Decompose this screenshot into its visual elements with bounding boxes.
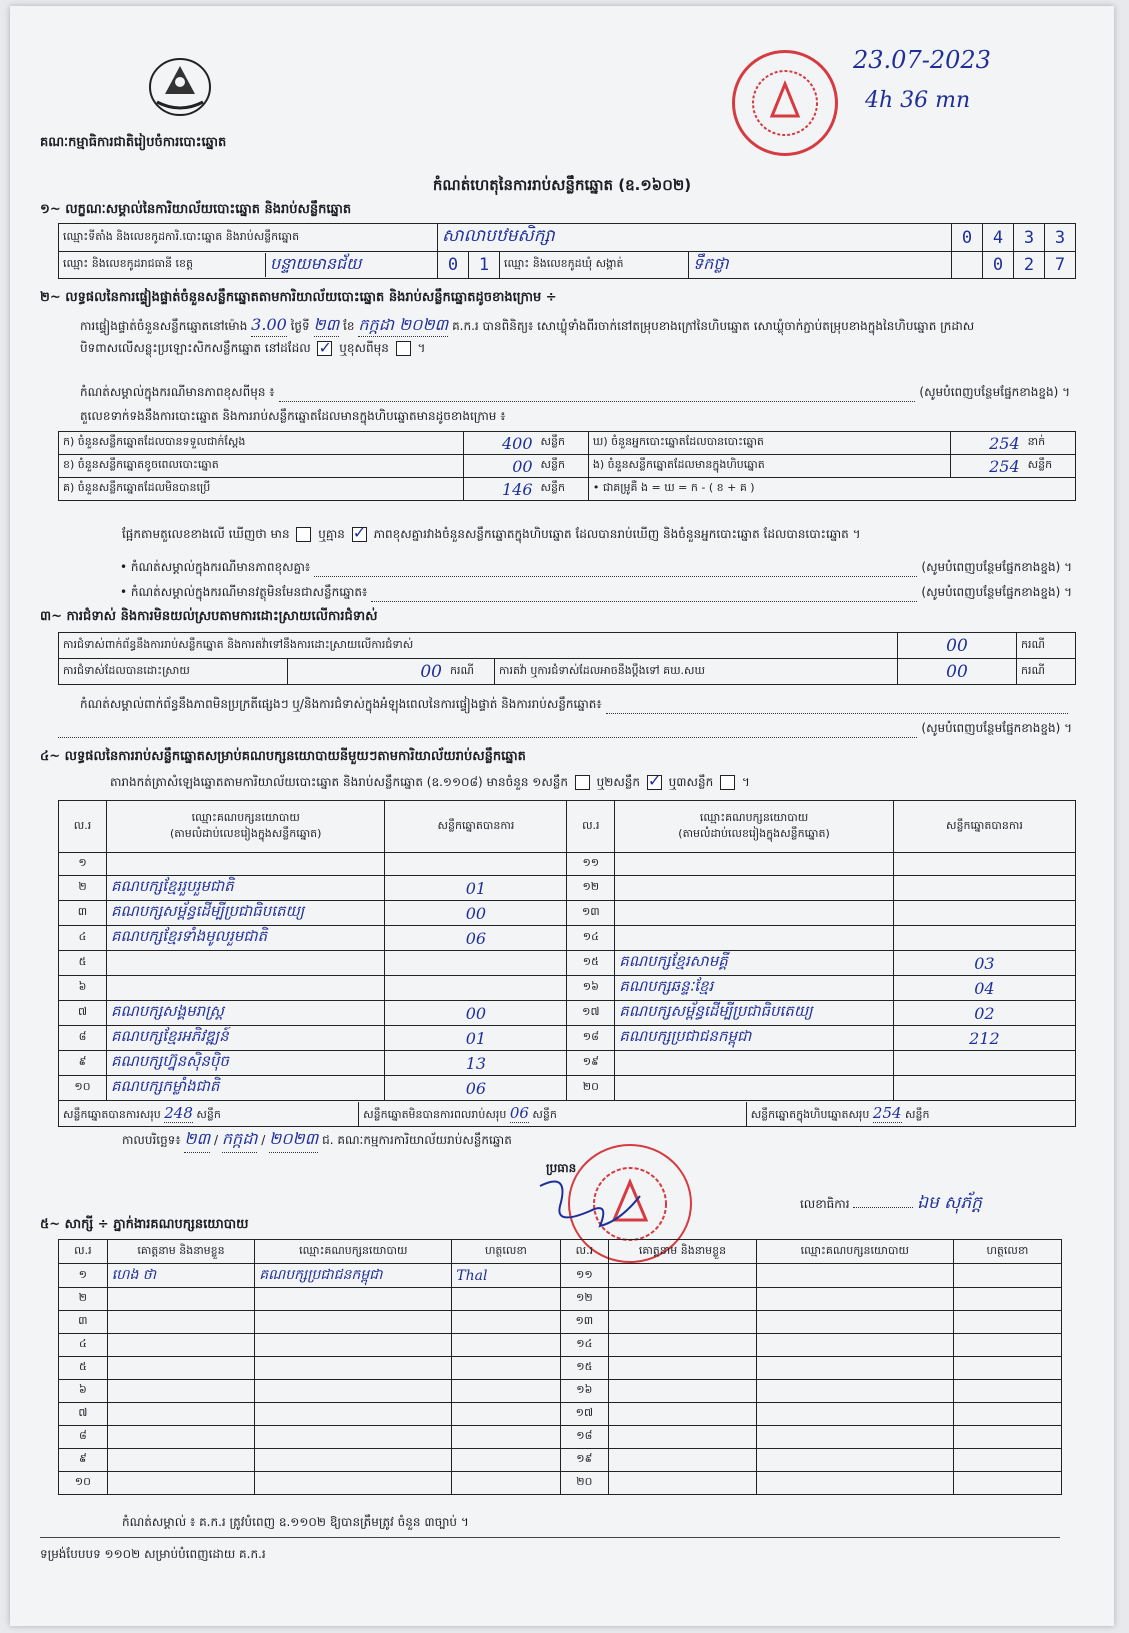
row-no: ១៦ [560,1380,609,1403]
witness-party [255,1334,452,1357]
empty-cell [756,1334,953,1357]
witness-name [107,1449,255,1472]
count-unit: នាក់ [1024,432,1076,455]
section1-title: ១~ លក្ខណៈសម្គាល់នៃការិយាល័យបោះឆ្នោត និងរាប់សន្លឹកឆ្នោត [40,202,352,217]
party-row [59,901,1076,926]
chair-label: ប្រធាន [546,1161,577,1175]
col-party-sub: (តាមលំដាប់លេខរៀងក្នុងសន្លឹកឆ្នោត) [678,826,830,840]
party-name: គណបក្សប្រជាជនកម្ពុជា [615,1026,894,1051]
row-no: ៧ [59,1001,107,1026]
row-no: ២០ [560,1472,609,1495]
party-row [59,876,1076,901]
count-value: 00 [463,455,536,478]
row-no: ៥ [59,1357,108,1380]
objection-value: 00 [898,633,1017,659]
row-no: ១៦ [567,976,615,1001]
col-votes: សន្លឹកឆ្នោតបានការ [385,801,567,853]
col-votes: សន្លឹកឆ្នោតបានការ [893,801,1075,853]
section4-title: ៤~ លទ្ធផលនៃការរាប់សន្លឹកឆ្នោតសម្រាប់គណបក្សនយោបាយនីមួយៗតាមការិយាល័យរាប់សន្លឹកឆ្នោត [40,749,526,764]
row-no: ៤ [59,926,107,951]
diff-note-label: កំណត់សម្គាល់ក្នុងករណីមានភាពខុសពីមុន ៖ [80,385,275,399]
verify-day-value: ២៣ [314,314,340,337]
commune-label: ឈ្មោះ និងលេខកូដឃុំ សង្កាត់ [500,252,689,279]
sheets-2-label: ឬ២សន្លឹក [596,775,641,789]
total-valid-label: សន្លឹកឆ្នោតបានការសរុប [63,1107,161,1121]
empty-cell [609,1472,757,1495]
col-party [615,801,894,853]
province-value: បន្ទាយមានជ័យ [265,253,365,277]
witness-party: គណបក្សប្រជាជនកម្ពុជា [255,1264,452,1288]
party-votes: 03 [893,951,1075,976]
total-invalid [359,1102,747,1126]
party-votes: 06 [385,1076,567,1101]
row-no: ១១ [560,1264,609,1288]
party-name: គណបក្សខ្មែរអភិវឌ្ឍន៍ [106,1026,385,1051]
party-name [615,1076,894,1101]
sheets-1-checkbox[interactable] [575,775,590,790]
col-no: ល.រ [567,801,615,853]
row-no: ៦ [59,976,107,1001]
no-diff-label: ឬគ្មាន [318,527,345,541]
row-no: ១២ [560,1288,609,1311]
party-name: គណបក្សឆន្ទៈខ្មែរ [615,976,894,1001]
party-votes: 06 [385,926,567,951]
unit: សន្លឹក [532,1107,557,1121]
witness-name [107,1311,255,1334]
empty-cell [609,1264,757,1288]
col-no: ល.រ [59,1240,108,1264]
appeal-value: 00 [898,659,1017,685]
witness-row [59,1426,1062,1449]
party-row [59,1051,1076,1076]
empty-cell [756,1449,953,1472]
witness-signature [452,1288,560,1311]
total-box-label: សន្លឹកឆ្នោតក្នុងហិបឆ្នោតសរុប [750,1107,870,1121]
empty-cell [756,1403,953,1426]
witness-row [59,1311,1062,1334]
party-votes [385,951,567,976]
party-votes [385,853,567,876]
empty-cell [953,1311,1061,1334]
has-diff-checkbox[interactable] [296,527,311,542]
section2-title: ២~ លទ្ធផលនៃការផ្ទៀងផ្ទាត់ចំនួនសន្លឹកឆ្នោតតាមការិយាល័យបោះឆ្នោត និងរាប់សន្លឹកឆ្នោតដូចខាងក្រោម ÷ [40,290,557,305]
resolved-unit: ករណី [446,659,495,685]
count-label: គ) ចំនួនសន្លឹកឆ្នោតដែលមិនបានប្រើ [59,478,464,501]
witness-party [255,1403,452,1426]
row-no: ១៧ [560,1403,609,1426]
date-month: កក្កដា [222,1128,258,1153]
party-name [106,976,385,1001]
empty-cell [609,1288,757,1311]
party-name: គណបក្សខ្មែររួបរួមជាតិ [106,876,385,901]
resolved-label: ការជំទាស់ដែលបានដោះស្រាយ [59,659,288,685]
row-no: ១០ [59,1472,108,1495]
changed-checkbox[interactable] [396,341,411,356]
witness-signature [452,1403,560,1426]
row-no: ៩ [59,1051,107,1076]
party-name [615,1051,894,1076]
station-code-digit: 3 [1045,224,1076,252]
count-label: ង) ចំនួនសន្លឹកឆ្នោតដែលមានក្នុងហិបឆ្នោត [588,455,950,478]
witness-name [107,1288,255,1311]
witness-row [59,1288,1062,1311]
section5-title: ៥~ សាក្សី ÷ ភ្នាក់ងារគណបក្សនយោបាយ [40,1217,249,1232]
row-no: ១៣ [560,1311,609,1334]
fill-more-note: (សូមបំពេញបន្ថែមផ្នែកខាងខ្នង) ។ [919,385,1070,399]
secretary-line [800,1192,982,1217]
sheets-2-checkbox[interactable] [647,775,662,790]
verify-time-value: 3.00 [251,314,287,337]
party-name [615,926,894,951]
empty-cell [756,1264,953,1288]
total-invalid-value: 06 [509,1103,529,1122]
empty-cell [756,1472,953,1495]
witness-signature [452,1449,560,1472]
total-invalid-label: សន្លឹកឆ្នោតមិនបានការពលរាប់សរុប [363,1107,507,1121]
date-day: ២៣ [184,1128,210,1153]
objection-label: ការជំទាស់ពាក់ព័ន្ធនឹងការរាប់សន្លឹកឆ្នោត និងការតវ៉ាទៅនឹងការដោះស្រាយលើការជំទាស់ [59,633,898,659]
witness-row [59,1357,1062,1380]
party-votes: 13 [385,1051,567,1076]
verify-month-label: ខែ [343,319,355,333]
diff-note-line [80,384,1070,402]
row-no: ៩ [59,1449,108,1472]
empty-cell [609,1311,757,1334]
station-code-digit: 0 [952,224,983,252]
party-name: គណបក្សហ្វ៊ុនស៊ិនប៉ិច [106,1051,385,1076]
empty-cell [953,1380,1061,1403]
unit: សន្លឹក [196,1107,221,1121]
party-row [59,1076,1076,1101]
col-party-sub: (តាមលំដាប់លេខរៀងក្នុងសន្លឹកឆ្នោត) [169,826,322,840]
row-no: ៨ [59,1426,108,1449]
empty-cell [953,1426,1061,1449]
witness-row [59,1380,1062,1403]
col-sig: ហត្ថលេខា [452,1240,560,1264]
row-no: ១១ [567,853,615,876]
witness-signature [452,1311,560,1334]
chair-signature [530,1166,650,1236]
witness-name [107,1426,255,1449]
col-party-label: ឈ្មោះគណបក្សនយោបាយ [191,810,300,824]
org-name: គណៈកម្មាធិការជាតិរៀបចំការបោះឆ្នោត [40,135,227,150]
empty-cell [953,1403,1061,1426]
party-votes [893,853,1075,876]
irregularity-note-label: កំណត់សម្គាល់ពាក់ព័ន្ធនឹងភាពមិនប្រក្រតីផ្សេងៗ ឬ/និងការជំទាស់ក្នុងអំឡុងពេលនៃការផ្ទៀងផ្ទាត់ និងការរាប់សន្លឹកឆ្នោត៖ [80,697,602,711]
province-label: ឈ្មោះ និងលេខកូដរាជធានី ខេត្ត [63,257,193,270]
station-label: ឈ្មោះទីតាំង និងលេខកូដការិ.បោះឆ្នោត និងរាប់សន្លឹកឆ្នោត [59,224,438,252]
party-name: គណបក្សសម្ព័ន្ធដើម្បីប្រជាធិបតេយ្យ [615,1001,894,1026]
party-name [615,901,894,926]
empty-cell [756,1426,953,1449]
empty-cell [953,1449,1061,1472]
party-name: គណបក្សសម្ព័ន្ធដើម្បីប្រជាធិបតេយ្យ [106,901,385,926]
date-prefix: កាលបរិច្ឆេទ៖ [122,1133,181,1147]
fill-more-note: (សូមបំពេញបន្ថែមផ្នែកខាងខ្នង) ។ [921,721,1072,735]
row-no: ៥ [59,951,107,976]
party-name [615,853,894,876]
fill-more-note: (សូមបំពេញបន្ថែមផ្នែកខាងខ្នង) ។ [921,560,1072,574]
ballot-count-table [58,431,1076,501]
col-sig: ហត្ថលេខា [953,1240,1061,1264]
footnote: កំណត់សម្គាល់ ៖ គ.ក.រ ត្រូវបំពេញ ឧ.១១០២ ឱ្យបានត្រឹមត្រូវ ចំនួន ៣ច្បាប់ ។ [122,1515,469,1529]
total-valid [59,1102,359,1126]
station-code-digit: 3 [1014,224,1045,252]
empty-cell [953,1472,1061,1495]
row-no: ១៩ [560,1449,609,1472]
row-no: ៧ [59,1403,108,1426]
witness-signature: Thal [452,1264,560,1288]
irregularity-note-line2 [58,720,1072,738]
discrepancy-text: ភាពខុសគ្នារវាងចំនួនសន្លឹកឆ្នោតក្នុងហិបឆ្នោត ដែលបានរាប់ឃើញ និងចំនួនអ្នកបោះឆ្នោត ដែលបានបោះឆ្នោត ។ [373,527,861,541]
witness-party [255,1288,452,1311]
count-value: 400 [463,432,536,455]
party-name [106,951,385,976]
col-name: គោត្តនាម និងនាមខ្លួន [609,1240,757,1264]
witness-row [59,1403,1062,1426]
empty-cell [609,1334,757,1357]
witness-name [107,1403,255,1426]
col-party-label: ឈ្មោះគណបក្សនយោបាយ [699,810,809,824]
party-votes [893,926,1075,951]
row-no: ១៨ [560,1426,609,1449]
count-label: ខ) ចំនួនសន្លឹកឆ្នោតខូចពេលបោះឆ្នោត [59,455,464,478]
party-name: គណបក្សខ្មែរទាំងមូលរួមជាតិ [106,926,385,951]
row-no: ១ [59,1264,108,1288]
witness-row [59,1264,1062,1288]
witness-signature [452,1334,560,1357]
witness-signature [452,1357,560,1380]
section3-title: ៣~ ការជំទាស់ និងការមិនយល់ស្របតាមការដោះស្រាយលើការជំទាស់ [40,609,378,624]
signed-by: ជ. គណៈកម្មការការិយាល័យរាប់សន្លឹកឆ្នោត [322,1133,512,1147]
party-row [59,976,1076,1001]
party-row [59,926,1076,951]
party-votes: 01 [385,876,567,901]
unchanged-checkbox[interactable] [317,341,332,356]
witness-row [59,1449,1062,1472]
empty-cell [953,1264,1061,1288]
witness-party [255,1380,452,1403]
total-valid-value: 248 [164,1103,193,1122]
row-no: ១ [59,853,107,876]
witness-party [255,1311,452,1334]
count-value: 254 [950,432,1023,455]
count-intro: តួលេខទាក់ទងនឹងការបោះឆ្នោត និងការរាប់សន្លឹកឆ្នោតដែលមានក្នុងហិបឆ្នោតមានដូចខាងក្រោម ៖ [80,409,506,423]
col-no: ល.រ [59,801,107,853]
col-name: គោត្តនាម និងនាមខ្លួន [107,1240,255,1264]
form-title: កំណត់ហេតុនៃការរាប់សន្លឹកឆ្នោត (ឧ.១៦០២) [432,176,692,194]
party-results-table [58,800,1076,1127]
party-votes [385,976,567,1001]
commune-code-digit: 0 [983,252,1014,279]
empty-cell [609,1403,757,1426]
witness-party [255,1449,452,1472]
form-page [10,6,1114,1626]
empty-cell [953,1288,1061,1311]
witness-signature [452,1472,560,1495]
station-info-table [58,223,1076,279]
commune-value: ទឹកថ្លា [689,252,952,279]
party-name: គណបក្សកម្លាំងជាតិ [106,1076,385,1101]
received-stamp [732,50,838,156]
row-no: ១០ [59,1076,107,1101]
party-votes: 00 [385,901,567,926]
seal-check-paragraph: ការផ្ទៀងផ្ទាត់ចំនួនសន្លឹកឆ្នោតនៅម៉ោង 3.00 ថ្ងៃទី ២៣ ខែ កក្កដា ២០២៣ គ.ក.រ បានពិនិត្យ៖ សោឃ្លុំទាំងពីរចាក់នៅតម្រុបខាងក្រៅនៃហិបឆ្នោត សោឃ្លុំចាក់ភ្ជាប់តម្រុបខាងក្នុងនៃហិបឆ្នោត ក្រដាសបិទពាសលើសន្លុះប្រឡោះសិកសន្លឹកឆ្នោត នៅដដែល ✓ ឬខុសពីមុន ។ [80,314,1070,359]
party-name: គណបក្សសង្គមរាស្ត្រ [106,1001,385,1026]
row-no: ២០ [567,1076,615,1101]
row-no: ៦ [59,1380,108,1403]
row-no: ១៣ [567,901,615,926]
appeal-unit: ករណី [1017,659,1076,685]
party-name [106,853,385,876]
empty-cell [756,1357,953,1380]
secretary-label: លេខាធិការ [800,1197,850,1211]
bullet1-label: • កំណត់សម្គាល់ក្នុងករណីមានភាពខុសគ្នា៖ [120,560,311,574]
commune-code-digit: 2 [1014,252,1045,279]
count-unit: សន្លឹក [537,478,589,501]
sheets-3-checkbox[interactable] [720,775,735,790]
witness-name [107,1334,255,1357]
empty-cell [953,1357,1061,1380]
appeal-label: ការតវ៉ា ឬការជំទាស់ដែលអាចនឹងប្ដឹងទៅ គឃ.សឃ [495,659,898,685]
fill-more-note: (សូមបំពេញបន្ថែមផ្នែកខាងខ្នង) ។ [921,585,1072,599]
party-row [59,951,1076,976]
empty-cell [609,1426,757,1449]
bullet2-label: • កំណត់សម្គាល់ក្នុងករណីមានវត្ថុមិនមែនជាសន្លឹកឆ្នោត៖ [120,585,368,599]
witness-name [107,1380,255,1403]
province-code-digit: 1 [469,252,500,279]
count-value: 254 [950,455,1023,478]
row-no: ៤ [59,1334,108,1357]
irregularity-note-line [80,696,1072,714]
row-no: ៨ [59,1026,107,1051]
sheets-3-label: ឬ៣សន្លឹក [668,775,714,789]
sheets-1-label: តារាងកត់ត្រាសំឡេងឆ្នោតតាមការិយាល័យបោះឆ្នោត និងរាប់សន្លឹកឆ្នោត (ឧ.១១០៨) មានចំនួន ១សន្លឹក [110,775,568,789]
party-votes: 02 [893,1001,1075,1026]
empty-cell [756,1311,953,1334]
party-row [59,1001,1076,1026]
form-footer: ទម្រង់បែបបទ ១១០២ សម្រាប់បំពេញដោយ គ.ក.រ [40,1547,266,1561]
count-label: ឃ) ចំនួនអ្នកបោះឆ្នោតដែលបានបោះឆ្នោត [588,432,950,455]
witness-name [107,1472,255,1495]
row-no: ១៤ [567,926,615,951]
nec-emblem-icon [145,54,215,120]
row-no: ១៩ [567,1051,615,1076]
party-votes: 04 [893,976,1075,1001]
row-no: ២ [59,876,107,901]
witness-signature [452,1426,560,1449]
commune-code-digit: 7 [1045,252,1076,279]
empty-cell [609,1380,757,1403]
row-no: ១៥ [560,1357,609,1380]
has-diff-label: ផ្អែកតាមតួលេខខាងលើ ឃើញថា មាន [122,527,290,541]
witness-party [255,1472,452,1495]
station-code-digit: 4 [983,224,1014,252]
tally-sheet-line: តារាងកត់ត្រាសំឡេងឆ្នោតតាមការិយាល័យបោះឆ្នោត និងរាប់សន្លឹកឆ្នោត (ឧ.១១០៨) មានចំនួន ១សន្លឹក ឬ២សន្លឹក ✓ ឬ៣សន្លឹក ។ [110,774,750,792]
discrepancy-check-line [122,524,1072,544]
witness-row [59,1472,1062,1495]
row-no: ១៧ [567,1001,615,1026]
province-code-digit: 0 [438,252,469,279]
empty-cell [756,1288,953,1311]
party-votes [893,1076,1075,1101]
count-formula: • ជាគម្រូគឺ ង = ឃ = ក - ( ខ + គ ) [588,478,1075,501]
stamp-time: 4h 36 mn [865,88,971,113]
verify-day-label: ថ្ងៃទី [290,319,310,333]
col-party: ឈ្មោះគណបក្សនយោបាយ [756,1240,953,1264]
party-row [59,853,1076,876]
verify-time-label: ការផ្ទៀងផ្ទាត់ចំនួនសន្លឹកឆ្នោតនៅម៉ោង [80,319,248,333]
objection-table [58,632,1076,685]
row-no: ៣ [59,1311,108,1334]
changed-label: ឬខុសពីមុន [339,341,389,355]
witness-party [255,1357,452,1380]
date-year: ២០២៣ [269,1128,318,1153]
party-votes [893,1051,1075,1076]
row-no: ១២ [567,876,615,901]
witness-signature [452,1380,560,1403]
stamp-date: 23.07-2023 [853,46,991,74]
witness-table [58,1239,1062,1495]
empty-cell [609,1449,757,1472]
party-votes [893,901,1075,926]
total-box [747,1102,1075,1126]
count-unit: សន្លឹក [1024,455,1076,478]
party-votes [893,876,1075,901]
row-no: ២ [59,1288,108,1311]
count-unit: សន្លឹក [537,455,589,478]
witness-party [255,1426,452,1449]
row-no: ៣ [59,901,107,926]
witness-row [59,1334,1062,1357]
unit: សន្លឹក [905,1107,930,1121]
party-votes: 212 [893,1026,1075,1051]
total-box-value: 254 [872,1103,902,1122]
col-no: ល.រ [560,1240,609,1264]
row-no: ១៥ [567,951,615,976]
party-row [59,1026,1076,1051]
objection-unit: ករណី [1017,633,1076,659]
count-unit: សន្លឹក [537,432,589,455]
party-votes: 01 [385,1026,567,1051]
date-line: កាលបរិច្ឆេទ៖ ២៣ / កក្កដា / ២០២៣ ជ. គណៈកម្មការការិយាល័យរាប់សន្លឹកឆ្នោត [122,1128,512,1153]
count-label: ក) ចំនួនសន្លឹកឆ្នោតដែលបានទទួលជាក់ស្ដែង [59,432,464,455]
party-votes: 00 [385,1001,567,1026]
empty-cell [609,1357,757,1380]
stamp-emblem-icon [750,68,820,138]
count-value: 146 [463,478,536,501]
seal-check-text: គ.ក.រ បានពិនិត្យ៖ សោឃ្លុំទាំងពីរចាក់នៅតម្រុបខាងក្រៅនៃហិបឆ្នោត សោឃ្លុំចាក់ភ្ជាប់តម្រុបខាងក្នុងនៃហិបឆ្នោត ក្រដាសបិទពាសលើសន្លុះប្រឡោះសិកសន្លឹកឆ្នោត នៅដដែល [80,319,975,355]
empty-cell [756,1380,953,1403]
col-party: ឈ្មោះគណបក្សនយោបាយ [255,1240,452,1264]
party-name [615,876,894,901]
secretary-signature: ឯម សុភ័ក្ត [917,1193,982,1213]
resolved-value: 00 [288,659,447,685]
bullet2-line [120,584,1072,602]
witness-name [107,1357,255,1380]
row-no: ១៨ [567,1026,615,1051]
row-no: ១៤ [560,1334,609,1357]
station-value: សាលាបឋមសិក្សា [438,224,952,252]
col-party [106,801,385,853]
party-name: គណបក្សខ្មែរសាមគ្គី [615,951,894,976]
verify-month-value: កក្កដា ២០២៣ [358,314,448,337]
witness-name: ហេង ថា [107,1264,255,1288]
no-diff-checkbox[interactable] [352,527,367,542]
bullet1-line [120,559,1072,577]
empty-cell [953,1334,1061,1357]
